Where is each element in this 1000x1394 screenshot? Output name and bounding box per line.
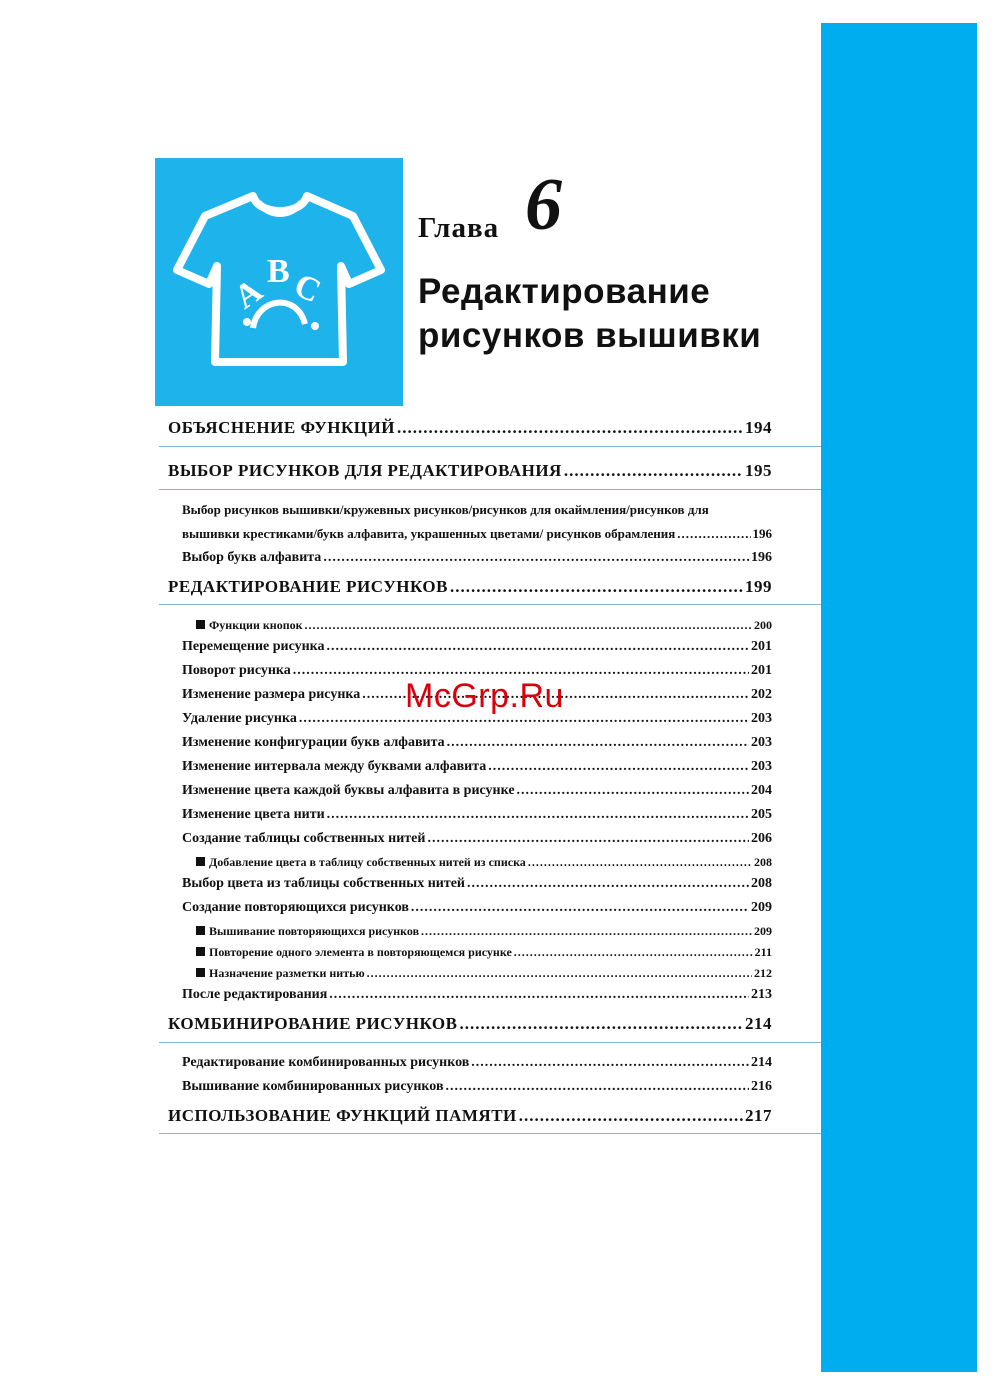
- toc-title: Повторение одного элемента в повторяющемся рисунке: [209, 945, 512, 959]
- chapter-emblem: [155, 158, 403, 406]
- toc-title: Добавление цвета в таблицу собственных нитей из списка: [209, 855, 526, 869]
- toc-entry[interactable]: [182, 550, 772, 566]
- toc-page: 203: [751, 735, 772, 750]
- toc-entry[interactable]: [182, 900, 772, 916]
- toc-title: После редактирования: [182, 987, 328, 1002]
- toc-page: 205: [751, 807, 772, 822]
- toc-entry[interactable]: [182, 526, 772, 542]
- toc-entry[interactable]: [196, 618, 772, 633]
- chapter-number: 6: [525, 164, 562, 246]
- toc-title: Удаление рисунка: [182, 711, 297, 726]
- toc-page: 209: [751, 900, 772, 915]
- toc-title: Назначение разметки нитью: [209, 966, 365, 980]
- toc-entry[interactable]: [168, 1014, 772, 1034]
- toc-title: Изменение конфигурации букв алфавита: [182, 735, 445, 750]
- toc-title: Вышивание комбинированных рисунков: [182, 1079, 444, 1094]
- toc-page: 199: [745, 577, 772, 596]
- toc-page: 217: [745, 1106, 772, 1125]
- toc-entry[interactable]: [182, 876, 772, 892]
- toc-entry[interactable]: [182, 735, 772, 751]
- toc-entry[interactable]: [196, 855, 772, 870]
- emblem-letter-c: C: [288, 266, 327, 311]
- toc-entry[interactable]: [182, 831, 772, 847]
- section-rule: [159, 1042, 821, 1043]
- toc-title: Выбор букв алфавита: [182, 550, 322, 565]
- chapter-title: [418, 270, 761, 358]
- toc-page: 216: [751, 1079, 772, 1094]
- toc-page: 206: [751, 831, 772, 846]
- toc-page: 196: [752, 526, 772, 541]
- section-rule: [159, 489, 821, 490]
- toc-title: ОБЪЯСНЕНИЕ ФУНКЦИЙ: [168, 418, 395, 437]
- bullet-square-icon: [196, 620, 205, 629]
- toc-page: 214: [751, 1055, 772, 1070]
- toc-title: ВЫБОР РИСУНКОВ ДЛЯ РЕДАКТИРОВАНИЯ: [168, 461, 562, 480]
- chapter-label: Глава: [418, 212, 500, 244]
- toc-title: Выбор цвета из таблицы собственных нитей: [182, 876, 466, 891]
- toc-entry[interactable]: [196, 966, 772, 981]
- toc-title: Редактирование комбинированных рисунков: [182, 1055, 470, 1070]
- section-rule: [159, 446, 821, 447]
- toc-title: Функции кнопок: [209, 618, 303, 632]
- section-rule: [159, 1133, 821, 1134]
- tshirt-icon: [155, 158, 403, 406]
- toc-page: 212: [754, 966, 772, 980]
- toc-entry[interactable]: [182, 1055, 772, 1071]
- toc-title: КОМБИНИРОВАНИЕ РИСУНКОВ: [168, 1014, 458, 1033]
- toc-page: 195: [745, 461, 772, 480]
- toc-entry[interactable]: [168, 1106, 772, 1126]
- toc-title: РЕДАКТИРОВАНИЕ РИСУНКОВ: [168, 577, 448, 596]
- toc-title: Вышивание повторяющихся рисунков: [209, 924, 420, 938]
- emblem-letter-a: A: [227, 272, 270, 317]
- bullet-square-icon: [196, 947, 205, 956]
- toc-page: 214: [745, 1014, 772, 1033]
- toc-entry[interactable]: [168, 418, 772, 438]
- toc-entry[interactable]: [168, 461, 772, 481]
- toc-page: 200: [754, 618, 772, 632]
- toc-title: Перемещение рисунка: [182, 639, 325, 654]
- toc-title: Изменение цвета нити: [182, 807, 325, 822]
- toc-page: 204: [751, 783, 772, 798]
- emblem-letter-b: B: [267, 253, 290, 290]
- toc-title: Изменение интервала между буквами алфавита: [182, 759, 487, 774]
- toc-title: Поворот рисунка: [182, 663, 291, 678]
- toc-entry[interactable]: [196, 945, 772, 960]
- chapter-title-line-2: рисунков вышивки: [418, 316, 762, 355]
- toc-entry[interactable]: [182, 639, 772, 655]
- bullet-square-icon: [196, 857, 205, 866]
- toc-page: 208: [751, 876, 772, 891]
- toc-page: 203: [751, 759, 772, 774]
- toc-title: вышивки крестиками/букв алфавита, украшенных цветами/ рисунков обрамления: [182, 526, 676, 541]
- side-color-bar: [821, 23, 977, 1372]
- toc-title: Создание таблицы собственных нитей: [182, 831, 426, 846]
- toc-entry[interactable]: [182, 759, 772, 775]
- toc-page: 201: [751, 663, 772, 678]
- chapter-title-line-1: Редактирование: [418, 272, 711, 311]
- toc-page: 194: [745, 418, 772, 437]
- toc-page: 203: [751, 711, 772, 726]
- toc-title: ИСПОЛЬЗОВАНИЕ ФУНКЦИЙ ПАМЯТИ: [168, 1106, 517, 1125]
- toc-entry-wrapped[interactable]: Выбор рисунков вышивки/кружевных рисунков/рисунков для окаймления/рисунков для: [182, 502, 709, 517]
- toc-entry[interactable]: [196, 924, 772, 939]
- toc-page: 208: [754, 855, 772, 869]
- toc-title: Создание повторяющихся рисунков: [182, 900, 409, 915]
- toc-title: Изменение цвета каждой буквы алфавита в рисунке: [182, 783, 515, 798]
- toc-entry[interactable]: [168, 577, 772, 597]
- toc-title: Изменение размера рисунка: [182, 687, 361, 702]
- watermark: McGrp.Ru: [405, 677, 564, 715]
- toc-entry[interactable]: [182, 783, 772, 799]
- bullet-square-icon: [196, 926, 205, 935]
- toc-page: 201: [751, 639, 772, 654]
- bullet-square-icon: [196, 968, 205, 977]
- toc-entry[interactable]: [182, 987, 772, 1003]
- toc-entry[interactable]: [182, 807, 772, 823]
- toc-page: 213: [751, 987, 772, 1002]
- toc-page: 196: [751, 550, 772, 565]
- toc-entry[interactable]: [182, 1079, 772, 1095]
- toc-page: 211: [754, 945, 772, 959]
- toc-page: 209: [754, 924, 772, 938]
- toc-page: 202: [751, 687, 772, 702]
- section-rule: [159, 604, 821, 605]
